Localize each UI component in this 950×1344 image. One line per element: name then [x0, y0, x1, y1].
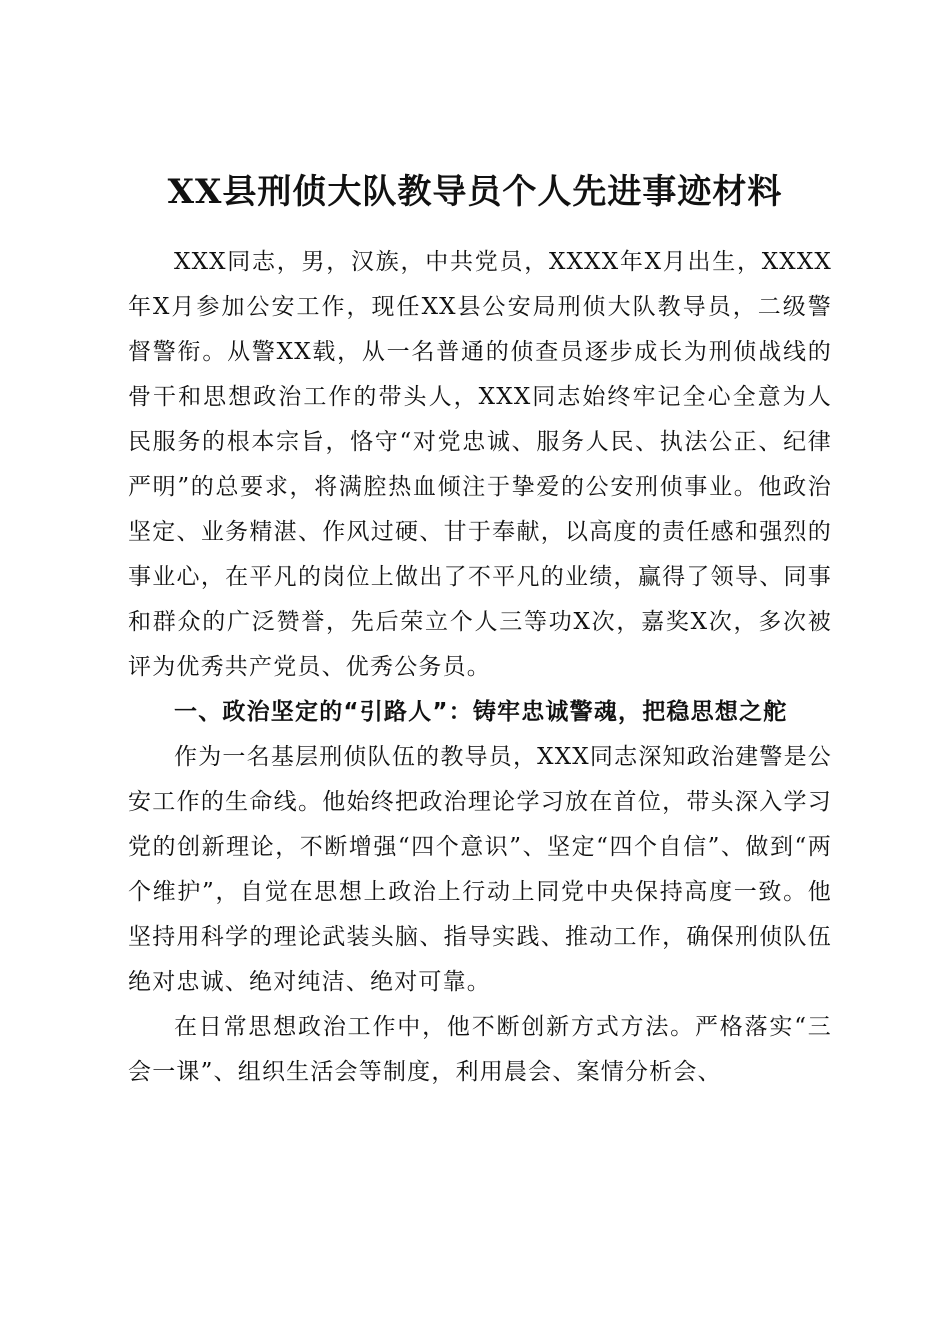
- document-body: [128, 240, 832, 1095]
- intro-paragraph: XXX同志，男，汉族，中共党员，XXXX年X月出生，XXXX年X月参加公安工作，现任XX县公安局刑侦大队教导员，二级警督警衔。从警XX载，从一名普通的侦查员逐步成长为刑侦战线的骨干和思想政治工作的带头人，XXX同志始终牢记全心全意为人民服务的根本宗旨，恪守“对党忠诚、服务人民、执法公正、纪律严明”的总要求，将满腔热血倾注于挚爱的公安刑侦事业。他政治坚定、业务精湛、作风过硬、甘于奉献，以高度的责任感和强烈的事业心，在平凡的岗位上做出了不平凡的业绩，赢得了领导、同事和群众的广泛赞誉，先后荣立个人三等功X次，嘉奖X次，多次被评为优秀共产党员、优秀公务员。: [128, 249, 832, 680]
- document-title: XX县刑侦大队教导员个人先进事迹材料: [167, 172, 783, 212]
- section-1-paragraph-2: 在日常思想政治工作中，他不断创新方式方法。严格落实“三会一课”、组织生活会等制度，利用晨会、案情分析会、: [128, 1014, 832, 1085]
- section-1-heading: 一、政治坚定的“引路人”：铸牢忠诚警魂，把稳思想之舵: [174, 699, 788, 725]
- section-1-paragraph-1: 作为一名基层刑侦队伍的教导员，XXX同志深知政治建警是公安工作的生命线。他始终把政治理论学习放在首位，带头深入学习党的创新理论，不断增强“四个意识”、坚定“四个自信”、做到“两个维护”，自觉在思想上政治上行动上同党中央保持高度一致。他坚持用科学的理论武装头脑、指导实践、推动工作，确保刑侦队伍绝对忠诚、绝对纯洁、绝对可靠。: [128, 744, 832, 995]
